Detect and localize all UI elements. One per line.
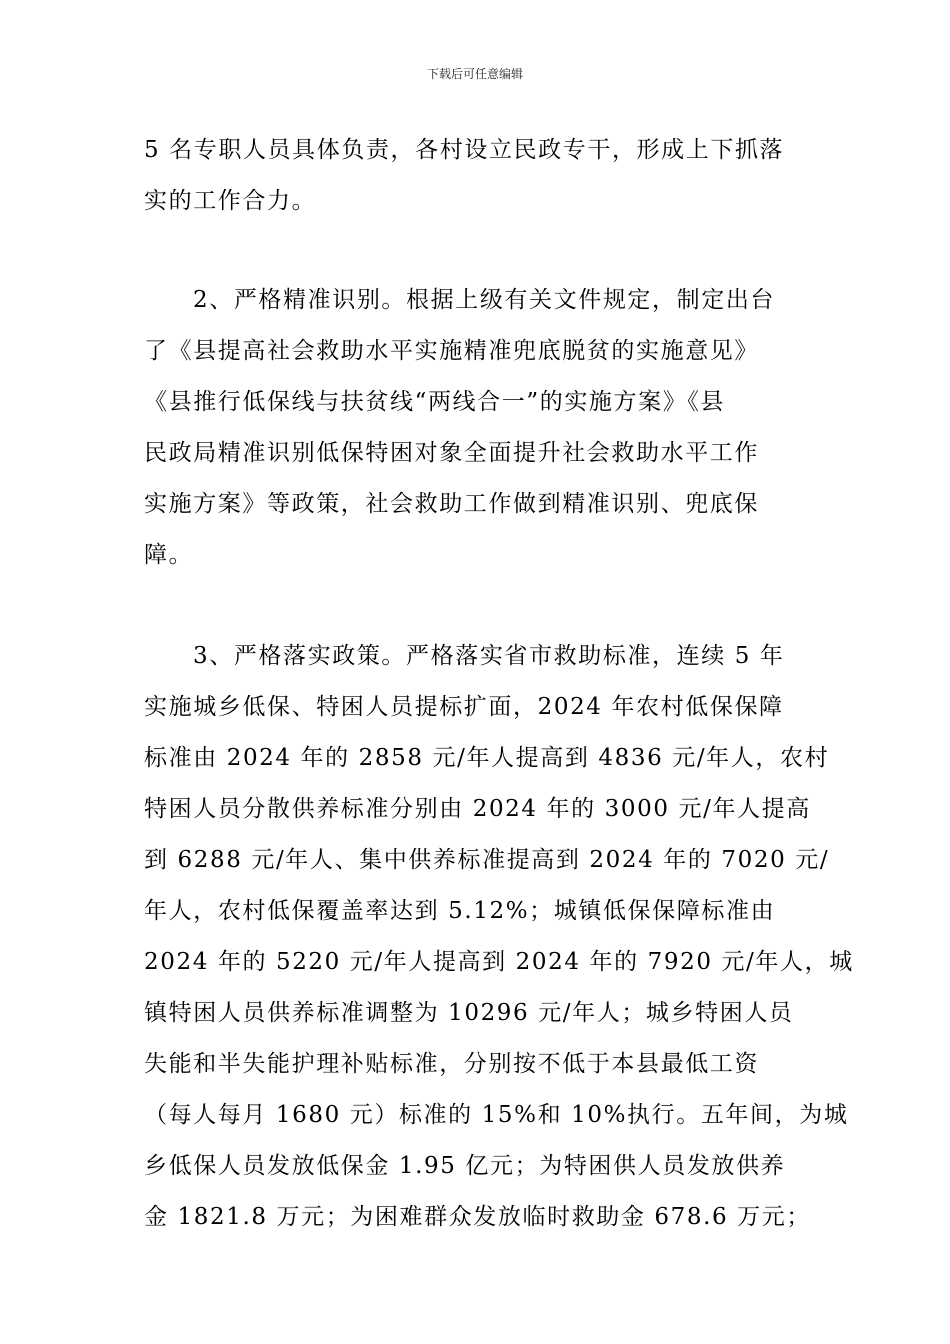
text-line: 乡低保人员发放低保金 1.95 亿元；为特困供人员发放供养 bbox=[144, 1153, 786, 1179]
text-line: 到 6288 元/年人、集中供养标准提高到 2024 年的 7020 元/ bbox=[144, 847, 830, 873]
text-line: 3、严格落实政策。严格落实省市救助标准，连续 5 年 bbox=[193, 643, 785, 669]
text-line: 障。 bbox=[144, 542, 194, 568]
text-line: 5 名专职人员具体负责，各村设立民政专干，形成上下抓落 bbox=[144, 137, 785, 163]
text-line: 特困人员分散供养标准分别由 2024 年的 3000 元/年人提高 bbox=[144, 796, 811, 822]
text-line: （每人每月 1680 元）标准的 15%和 10%执行。五年间，为城 bbox=[144, 1102, 849, 1128]
text-line: 失能和半失能护理补贴标准，分别按不低于本县最低工资 bbox=[144, 1051, 759, 1077]
text-line: 实施方案》等政策，社会救助工作做到精准识别、兜底保 bbox=[144, 491, 759, 517]
text-line: 民政局精准识别低保特困对象全面提升社会救助水平工作 bbox=[144, 440, 759, 466]
text-line: 实施城乡低保、特困人员提标扩面，2024 年农村低保保障 bbox=[144, 694, 784, 720]
text-line: 年人，农村低保覆盖率达到 5.12%；城镇低保保障标准由 bbox=[144, 898, 776, 924]
text-line: 标准由 2024 年的 2858 元/年人提高到 4836 元/年人，农村 bbox=[144, 745, 830, 771]
paragraph-staffing bbox=[144, 125, 814, 227]
text-line: 2024 年的 5220 元/年人提高到 2024 年的 7920 元/年人，城 bbox=[144, 949, 854, 975]
text-line: 实的工作合力。 bbox=[144, 188, 317, 214]
paragraph-policy-implementation bbox=[144, 631, 854, 1243]
text-line: 了《县提高社会救助水平实施精准兜底脱贫的实施意见》 bbox=[144, 338, 759, 364]
text-line: 金 1821.8 万元；为困难群众发放临时救助金 678.6 万元； bbox=[144, 1204, 811, 1230]
document-body bbox=[144, 125, 854, 1243]
text-line: 《县推行低保线与扶贫线“两线合一”的实施方案》《县 bbox=[144, 389, 726, 415]
page-header-note: 下载后可任意编辑 bbox=[426, 67, 523, 81]
text-line: 镇特困人员供养标准调整为 10296 元/年人；城乡特困人员 bbox=[144, 1000, 794, 1026]
text-line: 2、严格精准识别。根据上级有关文件规定，制定出台 bbox=[193, 287, 776, 313]
paragraph-precise-identification bbox=[144, 275, 814, 581]
